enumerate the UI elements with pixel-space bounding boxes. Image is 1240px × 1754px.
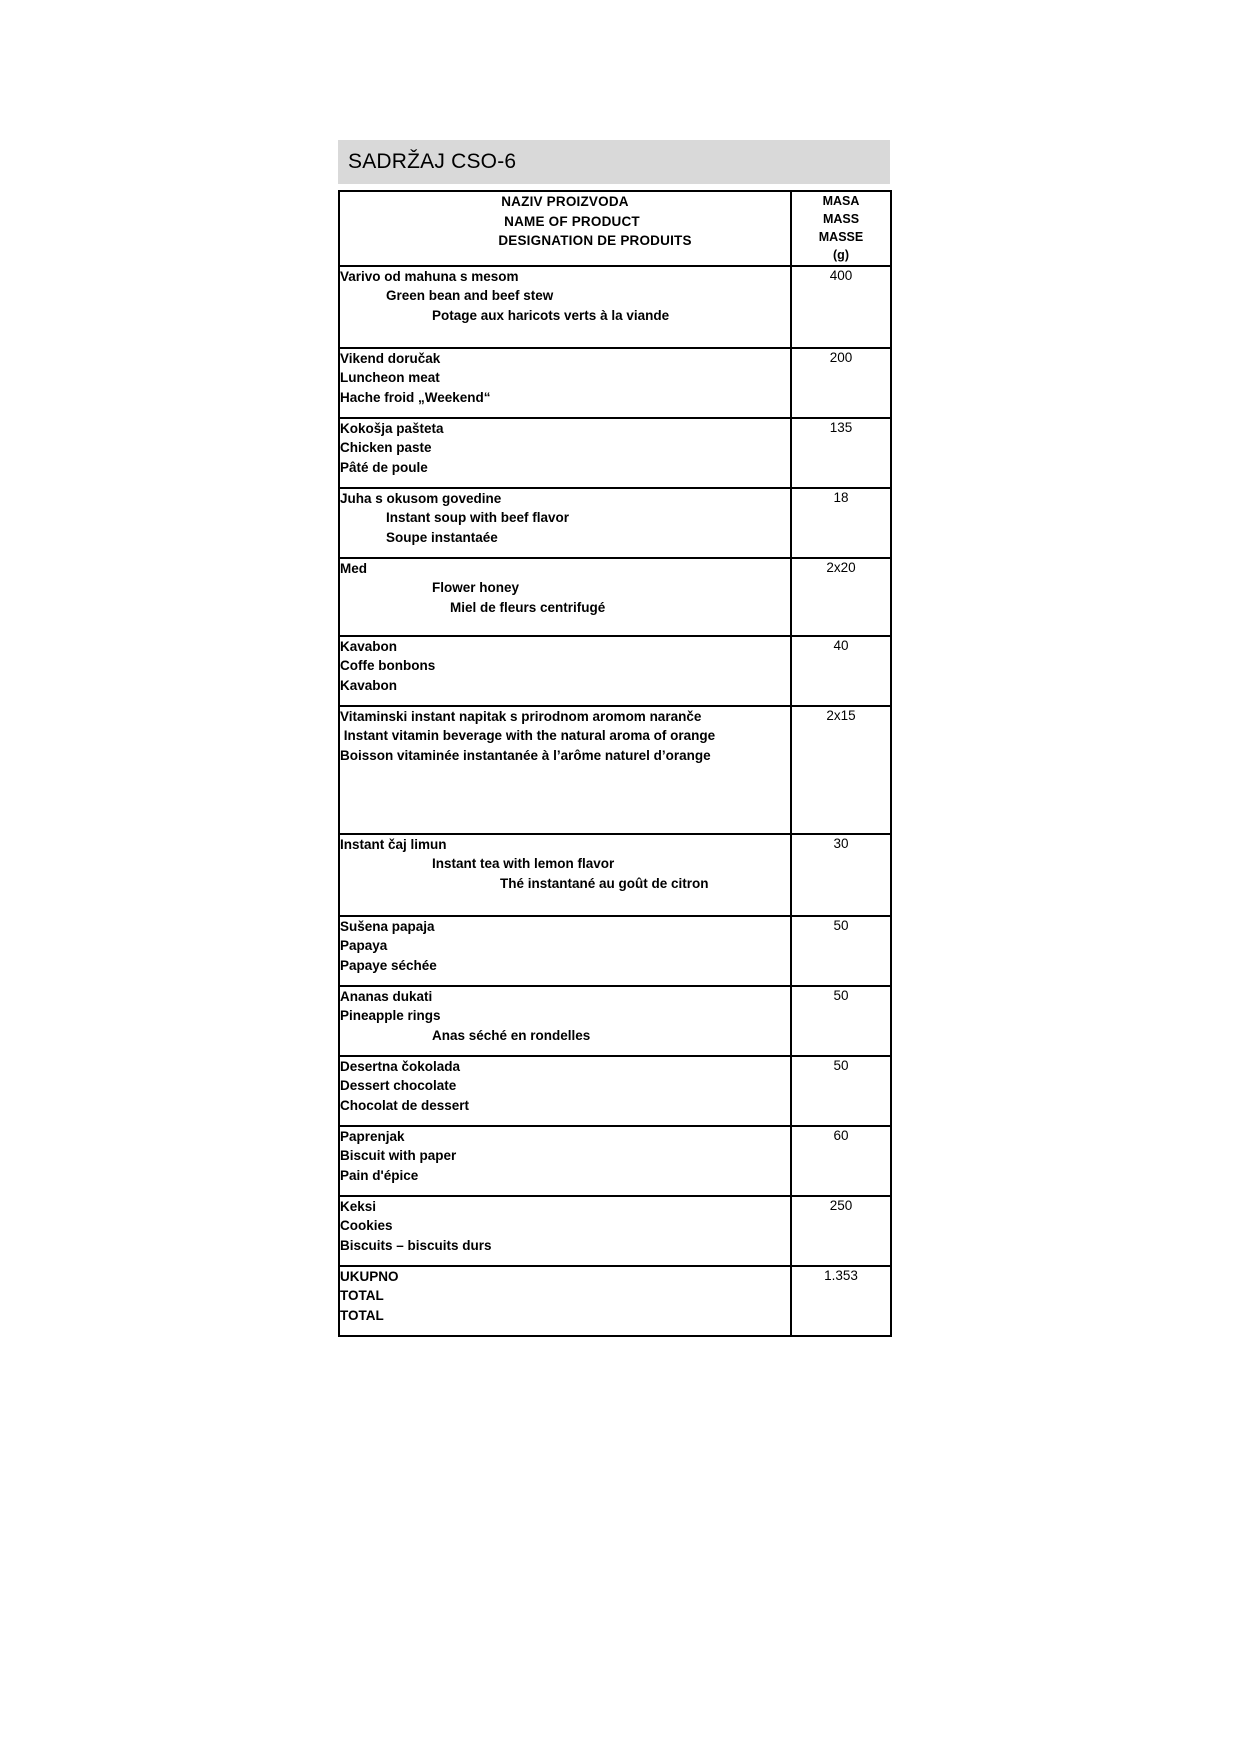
product-name-line: Kavabon <box>340 638 398 654</box>
cell-mass-value: 50 <box>791 1056 891 1126</box>
table-row <box>339 986 891 1056</box>
table-row <box>339 1196 891 1266</box>
cell-product-name <box>339 834 791 916</box>
product-name-line: Papaya <box>340 938 388 954</box>
product-name-line: Biscuits – biscuits durs <box>340 1237 492 1253</box>
table-row <box>339 266 891 348</box>
contents-table <box>338 190 892 1337</box>
product-name-line: Soupe instantaée <box>386 529 498 545</box>
cell-mass-value: 135 <box>791 418 891 488</box>
cell-mass-value: 2x20 <box>791 558 891 636</box>
table-row <box>339 488 891 558</box>
product-name-line: Sušena papaja <box>340 918 435 934</box>
product-name-line: Luncheon meat <box>340 370 440 386</box>
product-name-line: Biscuit with paper <box>340 1148 457 1164</box>
product-name-line: Papaye séchée <box>340 957 437 973</box>
table-row <box>339 558 891 636</box>
product-name-line: Flower honey <box>432 580 520 596</box>
product-name-line: Varivo od mahuna s mesom <box>340 268 519 284</box>
cell-product-name <box>339 916 791 986</box>
product-name-line: UKUPNO <box>340 1268 399 1284</box>
table-body <box>339 266 891 1336</box>
cell-product-name <box>339 488 791 558</box>
page-title: SADRŽAJ CSO-6 <box>348 150 517 173</box>
product-name-line: Juha s okusom govedine <box>340 490 502 506</box>
cell-product-name <box>339 1056 791 1126</box>
product-name-line: Green bean and beef stew <box>386 288 554 304</box>
product-name-line: Instant tea with lemon flavor <box>432 856 615 872</box>
product-name-line: Hache froid „Weekend“ <box>340 389 491 405</box>
header-line-fr: DESIGNATION DE PRODUITS <box>498 233 692 249</box>
product-name-line: Vikend doručak <box>340 350 441 366</box>
cell-product-name <box>339 1196 791 1266</box>
cell-product-name <box>339 1126 791 1196</box>
product-name-line: Instant soup with beef flavor <box>386 510 570 526</box>
product-name-line: Thé instantané au goût de citron <box>500 875 709 891</box>
product-name-line: Desertna čokolada <box>340 1058 461 1074</box>
product-name-line: Keksi <box>340 1198 377 1214</box>
mass-header-line-hr: MASA <box>822 194 860 208</box>
product-name-line: Kavabon <box>340 677 398 693</box>
product-name-line: TOTAL <box>340 1288 384 1304</box>
table-row <box>339 834 891 916</box>
product-name-line: Pain d'épice <box>340 1167 419 1183</box>
product-name-line: Coffe bonbons <box>340 658 436 674</box>
cell-mass-value: 400 <box>791 266 891 348</box>
table-row <box>339 1056 891 1126</box>
product-name-line: Potage aux haricots verts à la viande <box>432 307 670 323</box>
cell-mass-value: 2x15 <box>791 706 891 834</box>
mass-header-line-fr: MASSE <box>818 230 864 245</box>
product-name-line: Paprenjak <box>340 1128 405 1144</box>
table-row <box>339 348 891 418</box>
table-row <box>339 916 891 986</box>
product-name-line: Anas séché en rondelles <box>432 1027 591 1043</box>
product-name-line: Vitaminski instant napitak s prirodnom aromom naranče <box>340 708 702 724</box>
table-header-row <box>339 191 891 266</box>
cell-product-name <box>339 418 791 488</box>
cell-mass-value: 50 <box>791 986 891 1056</box>
mass-header-unit: (g) <box>833 248 849 263</box>
cell-mass-value: 60 <box>791 1126 891 1196</box>
product-name-line: Pineapple rings <box>340 1008 441 1024</box>
cell-mass-value: 30 <box>791 834 891 916</box>
column-header-product-name <box>339 191 791 266</box>
cell-mass-value: 18 <box>791 488 891 558</box>
mass-header-line-en: MASS <box>822 212 860 227</box>
header-line-en: NAME OF PRODUCT <box>504 213 640 229</box>
cell-product-name <box>339 636 791 706</box>
table-row <box>339 706 891 834</box>
table-row <box>339 636 891 706</box>
cell-product-name <box>339 348 791 418</box>
cell-product-name <box>339 558 791 636</box>
cell-product-name <box>339 706 791 834</box>
cell-product-name <box>339 1266 791 1336</box>
cell-mass-value: 40 <box>791 636 891 706</box>
product-name-line: Pâté de poule <box>340 459 428 475</box>
product-name-line: Instant čaj limun <box>340 836 447 852</box>
table-row <box>339 1126 891 1196</box>
table-row <box>339 418 891 488</box>
document-title-bar <box>338 140 890 184</box>
product-name-line: Ananas dukati <box>340 988 433 1004</box>
content-area <box>338 140 890 1337</box>
product-name-line: Med <box>340 560 367 576</box>
header-line-hr: NAZIV PROIZVODA <box>501 194 629 209</box>
product-name-line: Instant vitamin beverage with the natural aroma of orange <box>340 728 716 744</box>
product-name-line: TOTAL <box>340 1307 384 1323</box>
cell-product-name <box>339 986 791 1056</box>
cell-mass-value: 250 <box>791 1196 891 1266</box>
table-row <box>339 1266 891 1336</box>
product-name-line: Dessert chocolate <box>340 1078 457 1094</box>
product-name-line: Cookies <box>340 1218 393 1234</box>
cell-product-name <box>339 266 791 348</box>
product-name-line: Miel de fleurs centrifugé <box>450 599 606 615</box>
cell-mass-value: 1.353 <box>791 1266 891 1336</box>
column-header-mass <box>791 191 891 266</box>
product-name-line: Chocolat de dessert <box>340 1097 470 1113</box>
product-name-line: Boisson vitaminée instantanée à l’arôme naturel d’orange <box>340 747 711 763</box>
product-name-line: Chicken paste <box>340 440 432 456</box>
cell-mass-value: 200 <box>791 348 891 418</box>
cell-mass-value: 50 <box>791 916 891 986</box>
product-name-line: Kokošja pašteta <box>340 420 444 436</box>
